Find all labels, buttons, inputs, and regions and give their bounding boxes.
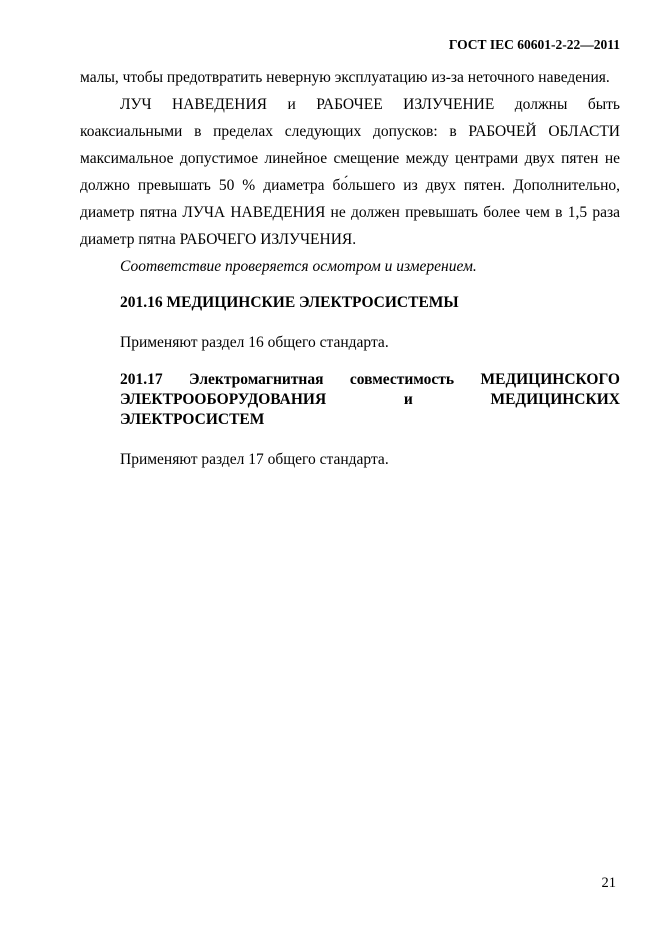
paragraph-tolerances: ЛУЧ НАВЕДЕНИЯ и РАБОЧЕЕ ИЗЛУЧЕНИЕ должны быть коаксиальными в пределах следующих допусков: в РАБОЧЕЙ ОБЛАСТИ максимальное допустимое линейное смещение между центрами двух пятен не должно превышать 50 % диаметра бо́льшего из двух пятен. Дополнительно, диаметр пятна ЛУЧА НАВЕДЕНИЯ не должен превышать более чем в 1,5 раза диаметр пятна РАБОЧЕГО ИЗЛУЧЕНИЯ. [80, 96, 620, 248]
paragraph-compliance-note: Соответствие проверяется осмотром и измерением. [120, 258, 477, 275]
paragraph-section-16: Применяют раздел 16 общего стандарта. [120, 334, 389, 351]
paragraph-continuation: малы, чтобы предотвратить неверную эксплуатацию из-за неточного наведения. [80, 69, 610, 86]
section-heading-201-16: 201.16 МЕДИЦИНСКИЕ ЭЛЕКТРОСИСТЕМЫ [120, 294, 459, 311]
paragraph-section-17: Применяют раздел 17 общего стандарта. [120, 451, 389, 468]
document-body [80, 64, 620, 473]
section-heading-201-17: 201.17 Электромагнитная совместимость МЕДИЦИНСКОГО ЭЛЕКТРООБОРУДОВАНИЯ и МЕДИЦИНСКИХ ЭЛЕКТРОСИСТЕМ [120, 371, 620, 428]
running-header: ГОСТ IEC 60601-2-22—2011 [448, 37, 620, 52]
page-number: 21 [601, 875, 616, 891]
